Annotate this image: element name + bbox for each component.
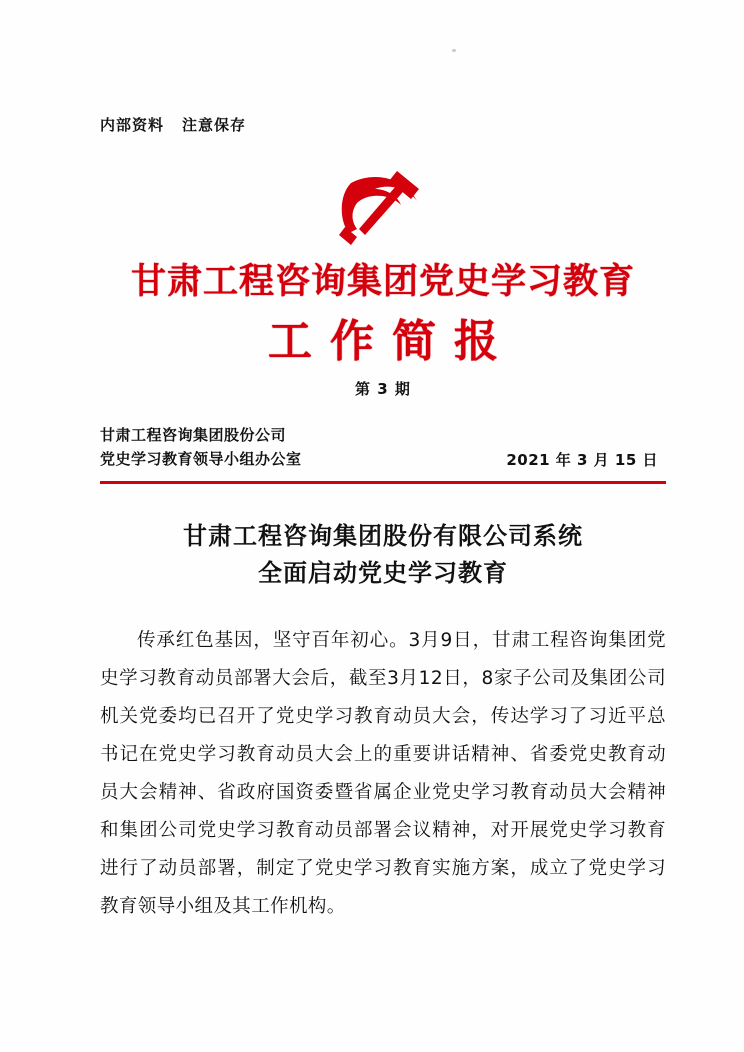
issuer-row [100, 423, 666, 473]
bulletin-title: 甘肃工程咨询集团党史学习教育 [130, 262, 635, 302]
document-date: 2021 年 3 月 15 日 [506, 451, 658, 470]
article-title [100, 518, 666, 592]
issuer-block [100, 423, 302, 473]
article-title-line-2: 全面启动党史学习教育 [258, 559, 508, 588]
issue-number: 第 3 期 [355, 379, 411, 398]
article-body [100, 622, 666, 925]
bulletin-subtitle: 工作简报 [268, 316, 516, 367]
issuer-line-1: 甘肃工程咨询集团股份公司 [100, 425, 287, 444]
article-title-line-1: 甘肃工程咨询集团股份有限公司系统 [183, 522, 583, 551]
party-emblem-icon [323, 159, 443, 256]
emblem-container [100, 159, 666, 251]
article-paragraph: 传承红色基因，坚守百年初心。3月9日，甘肃工程咨询集团党史学习教育动员部署大会后，截至3月12日，8家子公司及集团公司机关党委均已召开了党史学习教育动员大会，传达学习了习近平总书记在党史学习教育动员大会上的重要讲话精神、省委党史教育动员大会精神、省政府国资委暨省属企业党史学习教育动员大会精神和集团公司党史学习教育动员部署会议精神，对开展党史学习教育进行了动员部署，制定了党史学习教育实施方案，成立了党史学习教育领导小组及其工作机构。 [100, 630, 666, 917]
confidential-note-left: 内部资料 [100, 116, 165, 134]
red-divider [100, 481, 666, 484]
confidential-note [100, 114, 666, 135]
document-content [100, 0, 666, 926]
issuer-line-2: 党史学习教育领导小组办公室 [100, 450, 302, 469]
confidential-note-right: 注意保存 [182, 116, 247, 134]
